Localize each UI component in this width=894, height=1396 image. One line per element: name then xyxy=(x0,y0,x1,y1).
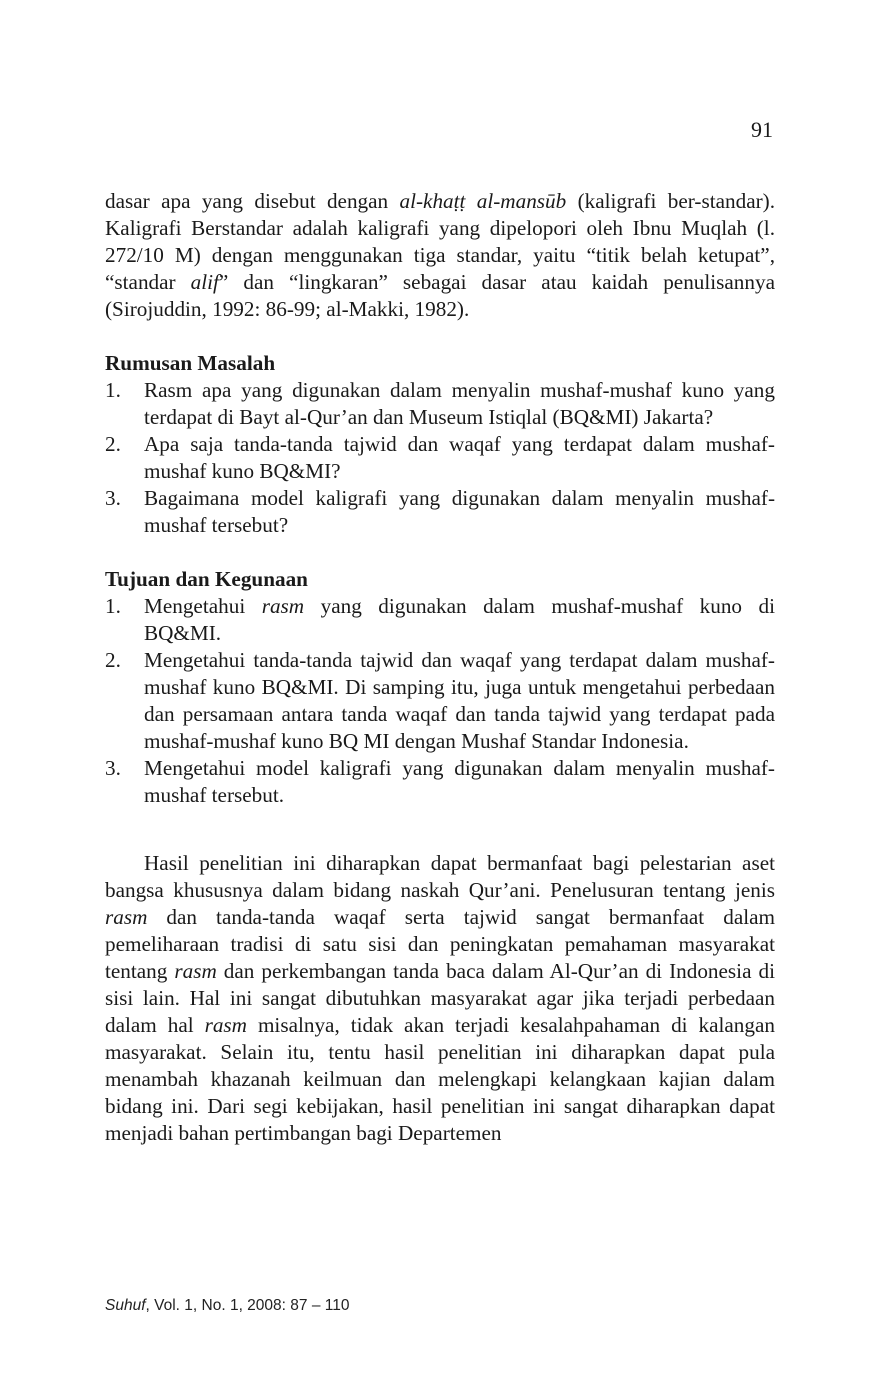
footer-citation xyxy=(105,1297,349,1315)
list-item xyxy=(105,485,775,539)
list-number: 1. xyxy=(105,594,121,618)
list-number: 3. xyxy=(105,756,121,780)
list-item-text: Apa saja tanda-tanda tajwid dan waqaf yang terdapat dalam mushaf-mushaf kuno BQ&MI? xyxy=(144,432,775,483)
list-item xyxy=(105,593,775,647)
intro-text-2: (kaligrafi ber-standar). Kaligrafi Berstandar adalah kaligrafi yang dipelopori oleh Ibnu Muqlah (l. 272/10 M) dengan menggunakan tiga standar, yaitu “titik belah ketupat”, “standar xyxy=(105,189,776,294)
list-number: 2. xyxy=(105,432,121,456)
list-item-text: yang digunakan dalam mushaf-mushaf kuno di BQ&MI. xyxy=(144,594,776,645)
body-italic: rasm xyxy=(174,959,217,983)
list-number: 1. xyxy=(105,378,121,402)
tujuan-list xyxy=(105,593,775,809)
body-text: misalnya, tidak akan terjadi kesalahpahaman di kalangan masyarakat. Selain itu, tentu hasil penelitian ini diharapkan dapat pula menambah khazanah keilmuan dan melengkapi kelangkaan kajian dalam bidang ini. Dari segi kebijakan, hasil penelitian ini sangat diharapkan dapat menjadi bahan pertimbangan bagi Departemen xyxy=(105,1013,775,1145)
body-text: dan perkembangan tanda baca dalam Al-Qur’an di Indonesia di sisi lain. Hal ini sangat dibutuhkan masyarakat agar jika terjadi perbedaan dalam hal xyxy=(105,959,775,1037)
list-number: 2. xyxy=(105,648,121,672)
body-paragraph xyxy=(105,850,775,1147)
intro-text-3: ” dan “lingkaran” sebagai dasar atau kaidah penulisannya (Sirojuddin, 1992: 86-99; al-Makki, 1982). xyxy=(105,270,775,321)
tujuan-heading: Tujuan dan Kegunaan xyxy=(105,567,308,591)
list-item-text: Mengetahui xyxy=(144,594,262,618)
intro-italic-2: alif xyxy=(190,270,219,294)
body-italic: rasm xyxy=(105,905,148,929)
list-number: 3. xyxy=(105,486,121,510)
rumusan-heading: Rumusan Masalah xyxy=(105,351,276,375)
page-content xyxy=(105,188,775,1147)
page-number: 91 xyxy=(751,117,773,142)
footer-journal: Suhuf xyxy=(105,1297,146,1314)
body-text: dan tanda-tanda waqaf serta tajwid sangat bermanfaat dalam pemeliharaan tradisi di satu sisi dan peningkatan pemahaman masyarakat tentang xyxy=(105,905,775,983)
list-item-text: Rasm apa yang digunakan dalam menyalin mushaf-mushaf kuno yang terdapat di Bayt al-Qur’an dan Museum Istiqlal (BQ&MI) Jakarta? xyxy=(144,378,775,429)
list-item xyxy=(105,431,775,485)
list-item xyxy=(105,755,775,809)
body-text: Hasil penelitian ini diharapkan dapat bermanfaat bagi pelestarian aset bangsa khususnya dalam bidang naskah Qur’ani. Penelusuran tentang jenis xyxy=(105,851,775,902)
list-item-text: Bagaimana model kaligrafi yang digunakan dalam menyalin mushaf-mushaf tersebut? xyxy=(144,486,775,537)
list-item-text: Mengetahui model kaligrafi yang digunakan dalam menyalin mushaf-mushaf tersebut. xyxy=(144,756,775,807)
intro-paragraph xyxy=(105,188,775,323)
footer-volume: , Vol. 1, No. 1, 2008: 87 – 110 xyxy=(145,1297,350,1314)
list-item xyxy=(105,647,775,755)
body-italic: rasm xyxy=(204,1013,247,1037)
list-item-italic: rasm xyxy=(261,594,305,618)
intro-text-1: dasar apa yang disebut dengan xyxy=(105,189,400,213)
list-item-text: Mengetahui tanda-tanda tajwid dan waqaf yang terdapat dalam mushaf-mushaf kuno BQ&MI. Di samping itu, juga untuk mengetahui perbedaan dan persamaan antara tanda waqaf dan tanda tajwid yang terdapat pada mushaf-mushaf kuno BQ MI dengan Mushaf Standar Indonesia. xyxy=(144,648,775,753)
list-item xyxy=(105,377,775,431)
rumusan-list xyxy=(105,377,775,539)
intro-italic-1: al-khaṭṭ al-mansūb xyxy=(399,189,567,213)
